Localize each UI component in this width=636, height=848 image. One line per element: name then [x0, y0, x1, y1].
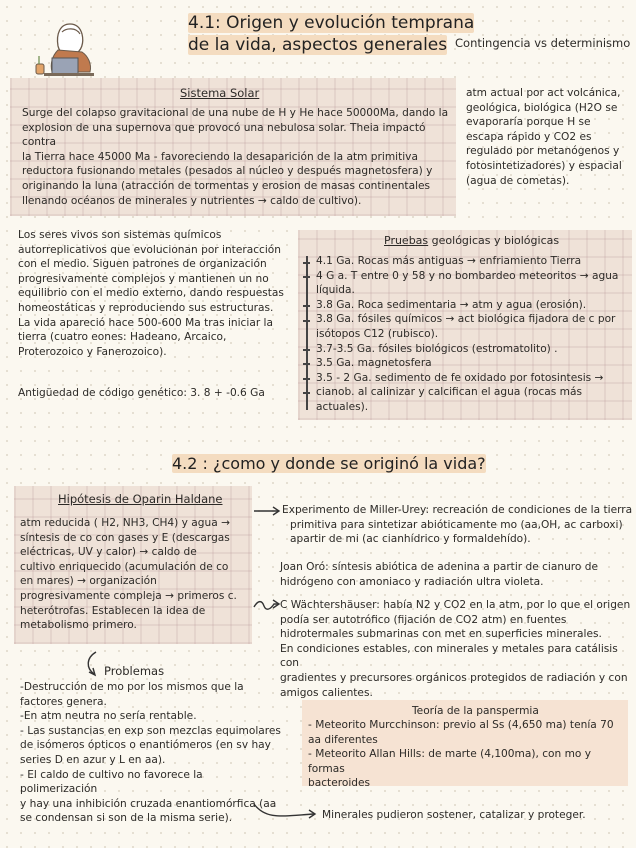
pruebas-heading: Pruebas geológicas y biológicas — [384, 234, 560, 247]
title-line-1: 4.1: Origen y evolución temprana — [188, 13, 475, 33]
sistema-solar-text: Surge del colapso gravitacional de una nube de H y He hace 50000Ma, dando la explosion de una supernova que provocó una nebulosa solar. Theia impactó contra la Tierra hace 45000 Ma - favoreciendo la desaparición de la atm primitiva reductora fusionando metales (pesados al núcleo y después magnetosfera) y originando la luna (atracción de tormentas y erosion de masas continentales llenando océanos de minerales y nutrientes → caldo de cultivo). — [22, 107, 449, 207]
timeline-line — [306, 256, 308, 410]
panspermia-list: - Meteorito Murcchinson: previo al Ss (4,650 ma) tenía 70 aa diferentes - Meteorito Allan Hills: de marte (4,100ma), con mo y formas bacteroides — [308, 719, 614, 790]
panspermia-heading: Teoría de la panspermia — [412, 705, 539, 717]
student-laptop-illustration — [30, 6, 110, 86]
sistema-solar-heading: Sistema Solar — [180, 86, 260, 100]
problemas-heading: Problemas — [104, 664, 165, 678]
atm-actual-text: atm actual por act volcánica, geológica, biológica (H2O se evaporaría porque H se escapa rápido y CO2 es regulado por metanógenos y fotosintetizadores) y espacial (agua de cometas). — [466, 87, 622, 187]
wachtershauser-text: C Wächtershäuser: había N2 y CO2 en la atm, por lo que el origen podía ser autotrófico (fijación de CO2 atm) en fuentes hidrotermales submarinas con met en superficies minerales. En condiciones estables, con minerales y metales para catálisis con gradientes y precursores orgánicos protegidos de radiación y con amigos calientes. — [280, 599, 631, 699]
curved-arrow-problemas-icon — [84, 650, 106, 680]
pruebas-list: 4.1 Ga. Rocas más antiguas → enfriamiento Tierra 4 G a. T entre 0 y 58 y no bombardeo meteoritos → agua líquida. 3.8 Ga. Roca sedimentaria → atm y agua (erosión). 3.8 Ga. fósiles químicos → act biológica fijadora de c por isótopos C12 (rubisco). 3.7-3.5 Ga. fósiles biológicos (estromatolito) . 3.5 Ga. magnetosfera 3.5 - 2 Ga. sedimento de fe oxidado por fotosintesis → cianob. al calinizar y calcifican el agua (rocas más actuales). — [316, 255, 619, 413]
section-2-title: 4.2 : ¿como y donde se originó la vida? — [172, 454, 486, 473]
minerales-text: Minerales pudieron sostener, catalizar y proteger. — [322, 809, 586, 821]
title-line-2: de la vida, aspectos generales — [188, 35, 448, 55]
section-1-title — [188, 12, 474, 56]
joan-oro-text: Joan Oró: síntesis abiótica de adenina a partir de cianuro de hidrógeno con amoniaco y radiación ultra violeta. — [280, 561, 599, 588]
contingencia-label: Contingencia vs determinismo — [455, 36, 631, 50]
wave-arrow-icon — [252, 598, 282, 612]
antiguedad-codigo: Antigüedad de código genético: 3. 8 + -0.6 Ga — [18, 387, 265, 399]
sistema-solar-box — [10, 78, 456, 216]
panspermia-box — [302, 700, 628, 790]
miller-urey-text: Experimento de Miller-Urey: recreación de condiciones de la tierra primitiva para sintetizar abióticamente mo (aa,OH, ac carboxi) apartir de mi (ac cianhídrico y formaldehído). — [282, 504, 633, 546]
seres-vivos-text: Los seres vivos son sistemas químicos autorreplicativos que evolucionan por interacción con el medio. Siguen patrones de organización progresivamente complejos y mantienen un no equilibrio con el medio externo, dando respuestas homeostáticas y reproduciendo sus estructuras. La vida apareció hace 500-600 Ma tras iniciar la tierra (cuatro eones: Hadeano, Arcaico, Proterozoico y Fanerozoico). — [18, 229, 284, 358]
oparin-text: atm reducida ( H2, NH3, CH4) y agua → síntesis de co con gases y E (descargas eléctricas, UV y calor) → caldo de cultivo enriquecido (acumulación de co en mares) → organización progresivamente compleja → primeros c. heterótrofas. Establecen la idea de metabolismo primero. — [20, 517, 237, 632]
problemas-list: -Destrucción de mo por los mismos que la factores genera. -En atm neutra no sería rentable. - Las sustancias en exp son mezclas equimolares de isómeros ópticos o enantiómeros (en sv hay series D en azur y L en aa). - El caldo de cultivo no favorece la polimerización y hay una inhibición cruzada enantiomórfica (aa se condensan si son de la misma serie). — [20, 681, 281, 825]
oparin-heading: Hipótesis de Oparin Haldane — [58, 492, 223, 506]
arrow-to-miller-icon — [252, 505, 282, 517]
oparin-box — [14, 486, 252, 644]
